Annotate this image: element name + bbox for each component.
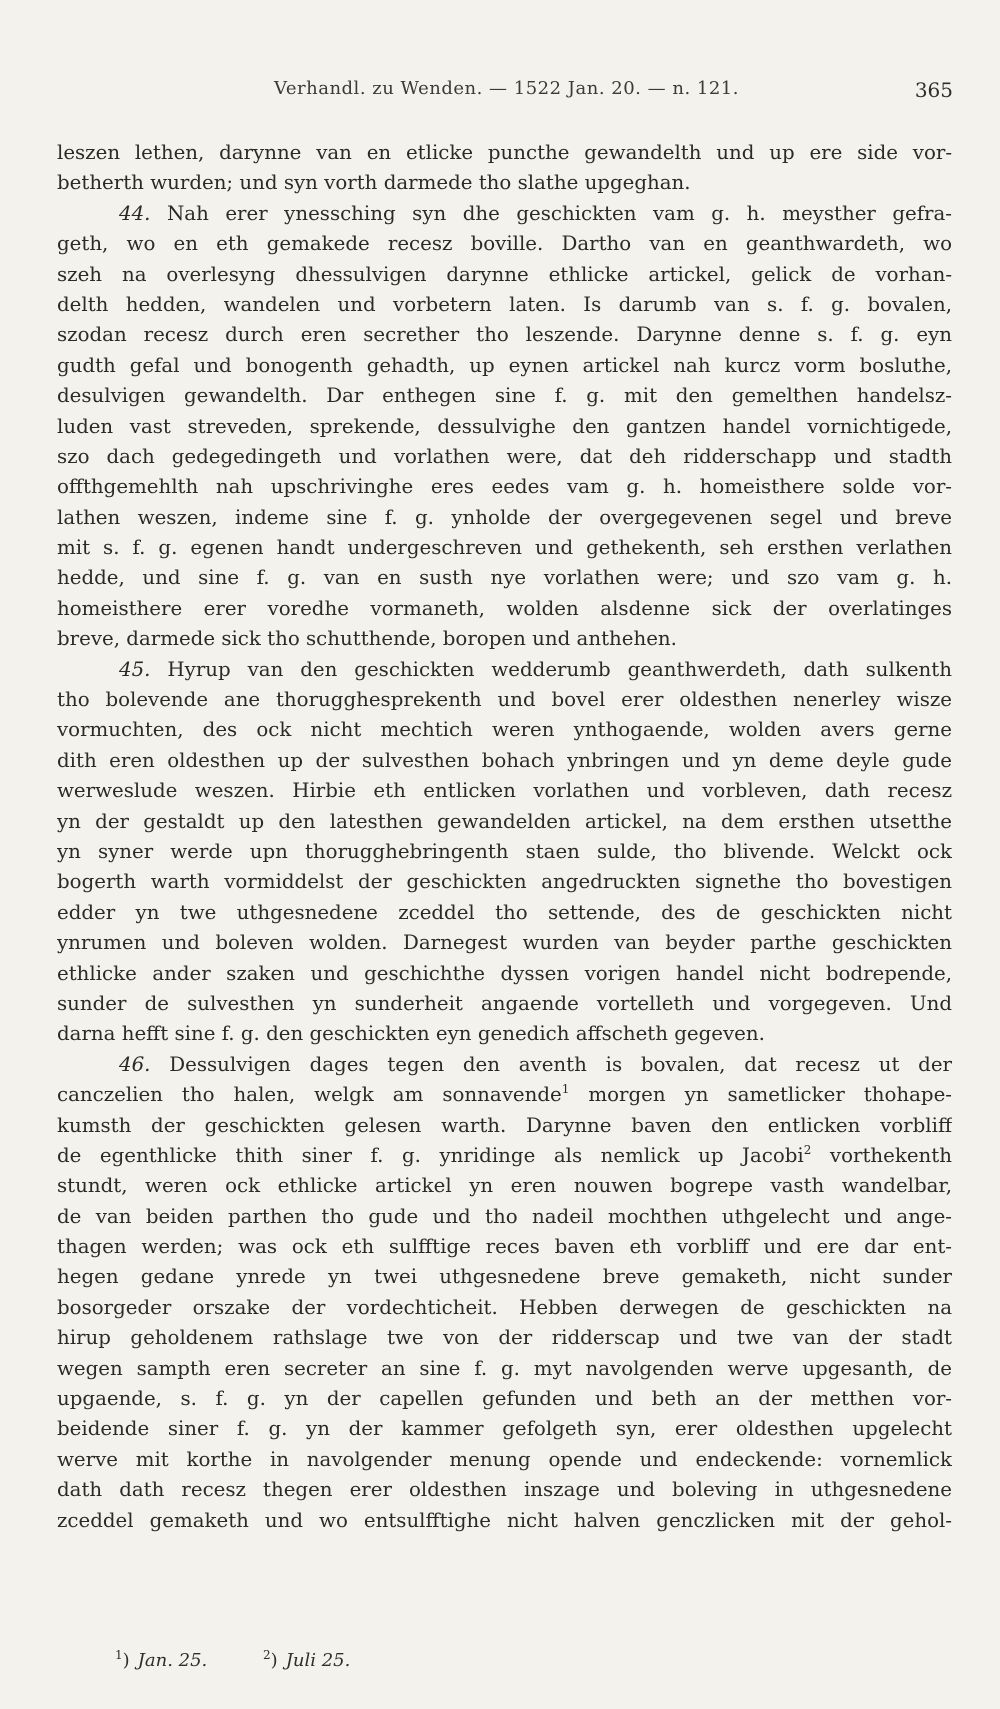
- text-line: lathen weszen, indeme sine f. g. ynholde der overgegevenen segel und breve: [57, 505, 952, 529]
- footnotes: [115, 1648, 400, 1671]
- page-number: 365: [914, 78, 953, 102]
- footnote-ref: 1: [561, 1082, 570, 1097]
- paragraph-first-line: [57, 655, 952, 685]
- text-line: hedde, und sine f. g. van en susth nye vorlathen were; und szo vam g. h.: [57, 566, 952, 590]
- text-line: bosorgeder orszake der vordechticheit. Hebben derwegen de geschickten na: [57, 1295, 952, 1319]
- paragraph-number: 45.: [119, 657, 151, 681]
- paragraph-number: 44.: [119, 201, 151, 225]
- text-line: canczelien tho halen, welgk am sonnavende$^1$ morgen yn sametlicker thohape-: [57, 1082, 952, 1107]
- text-line: gudth gefal und bonogenth gehadth, up eynen artickel nah kurcz vorm bosluthe,: [57, 353, 952, 377]
- text-line: geth, wo en eth gemakede recesz boville. Dartho van en geanthwardeth, wo: [57, 232, 952, 256]
- footnote-text: Juli 25.: [285, 1650, 351, 1671]
- footnote-mark: 1: [115, 1648, 123, 1662]
- text-line: sunder de sulvesthen yn sunderheit angaende vortelleth und vorgegeven. Und: [57, 991, 952, 1015]
- text-line: dath dath recesz thegen erer oldesthen inszage und boleving in uthgesnedene: [57, 1478, 952, 1502]
- body-text: [57, 138, 952, 1578]
- text-line: ethlicke ander szaken und geschichthe dyssen vorigen handel nicht bodrepende,: [57, 961, 952, 985]
- text-line: bogerth warth vormiddelst der geschickten angedruckten signethe tho bovestigen: [57, 870, 952, 894]
- text-line: szodan recesz durch eren secrether tho leszende. Darynne denne s. f. g. eyn: [57, 323, 952, 347]
- text-line: kumsth der geschickten gelesen warth. Darynne baven den entlicken vorbliff: [57, 1113, 952, 1137]
- text-line: szeh na overlesyng dhessulvigen darynne ethlicke artickel, gelick de vorhan-: [57, 262, 952, 286]
- text-line: thagen werden; was ock eth sulfftige reces baven eth vorbliff und ere dar ent-: [57, 1235, 952, 1259]
- text-line: szo dach gedegedingeth und vorlathen were, dat deh ridderschapp und stadth: [57, 444, 952, 468]
- text-line: dith eren oldesthen up der sulvesthen bohach ynbringen und yn deme deyle gude: [57, 748, 952, 772]
- text-line: wegen sampth eren secreter an sine f. g. myt navolgenden werve upgesanth, de: [57, 1356, 952, 1380]
- paragraph-number: 46.: [119, 1052, 151, 1076]
- text-line: werve mit korthe in navolgender menung opende und endeckende: vornemlick: [57, 1447, 952, 1471]
- footnote-paren: ): [270, 1650, 278, 1671]
- text-line: Dessulvigen dages tegen den aventh is bovalen, dat recesz ut der: [169, 1052, 952, 1076]
- text-line: homeisthere erer voredhe vormaneth, wolden alsdenne sick der overlatinges: [57, 596, 952, 620]
- text-line: yn der gestaldt up den latesthen gewandelden artickel, na dem ersthen utsetthe: [57, 809, 952, 833]
- text-line: hegen gedane ynrede yn twei uthgesnedene breve gemaketh, nicht sunder: [57, 1265, 952, 1289]
- text-line: breve, darmede sick tho schutthende, boropen und anthehen.: [57, 627, 677, 651]
- text-line: mit s. f. g. egenen handt undergeschreven und gethekenth, seh ersthen verlathen: [57, 536, 952, 560]
- footnote-ref: 2: [803, 1142, 812, 1157]
- text-line: de van beiden parthen tho gude und tho nadeil mochthen uthgelecht und ange-: [57, 1204, 952, 1228]
- footnote: [263, 1648, 350, 1671]
- running-head: Verhandl. zu Wenden. — 1522 Jan. 20. — n. 121.: [274, 78, 739, 99]
- page-header: [60, 78, 953, 108]
- text-line: Hyrup van den geschickten wedderumb geanthwerdeth, dath sulkenth: [167, 657, 952, 681]
- footnote-text: Jan. 25.: [137, 1650, 208, 1671]
- text-line: offthgemehlth nah upschrivinghe eres eedes vam g. h. homeisthere solde vor-: [57, 475, 952, 499]
- text-line: zceddel gemaketh und wo entsulfftighe nicht halven genczlicken mit der gehol-: [57, 1508, 952, 1532]
- text-line: tho bolevende ane thorugghesprekenth und bovel erer oldesthen nenerley wisze: [57, 688, 952, 712]
- paragraph-first-line: [57, 199, 952, 229]
- text-line: desulvigen gewandelth. Dar enthegen sine f. g. mit den gemelthen handelsz-: [57, 384, 952, 408]
- text-line: darna hefft sine f. g. den geschickten eyn genedich affscheth gegeven.: [57, 1022, 765, 1046]
- text-line: delth hedden, wandelen und vorbetern laten. Is darumb van s. f. g. bovalen,: [57, 292, 952, 316]
- text-line: yn syner werde upn thorugghebringenth staen sulde, tho blivende. Welckt ock: [57, 839, 952, 863]
- text-line: werweslude weszen. Hirbie eth entlicken vorlathen und vorbleven, dath recesz: [57, 779, 952, 803]
- text-line: vormuchten, des ock nicht mechtich weren ynthogaende, wolden avers gerne: [57, 718, 952, 742]
- text-line: Nah erer ynessching syn dhe geschickten vam g. h. meysther gefra-: [166, 201, 952, 225]
- text-line: leszen lethen, darynne van en etlicke puncthe gewandelth und up ere side vor-: [57, 141, 952, 164]
- text-line: stundt, weren ock ethlicke artickel yn eren nouwen bogrepe vasth wandelbar,: [57, 1174, 952, 1198]
- text-line: hirup geholdenem rathslage twe von der ridderscap und twe van der stadt: [57, 1326, 952, 1350]
- text-line: edder yn twe uthgesnedene zceddel tho settende, des de geschickten nicht: [57, 900, 952, 924]
- footnote-paren: ): [122, 1650, 130, 1671]
- footnote-mark: 2: [263, 1648, 271, 1662]
- paragraph-first-line: [57, 1050, 952, 1080]
- text-line: upgaende, s. f. g. yn der capellen gefunden und beth an der metthen vor-: [57, 1387, 952, 1411]
- text-line: beidende siner f. g. yn der kammer gefolgeth syn, erer oldesthen upgelecht: [57, 1417, 952, 1441]
- text-line: de egenthlicke thith siner f. g. ynridinge als nemlick up Jacobi$^2$ vorthekenth: [57, 1142, 952, 1167]
- text-line: betherth wurden; und syn vorth darmede tho slathe upgeghan.: [57, 171, 691, 195]
- text-line: ynrumen und boleven wolden. Darnegest wurden van beyder parthe geschickten: [57, 931, 952, 955]
- footnote: [115, 1648, 207, 1671]
- text-line: luden vast streveden, sprekende, dessulvighe den gantzen handel vornichtigede,: [57, 414, 952, 438]
